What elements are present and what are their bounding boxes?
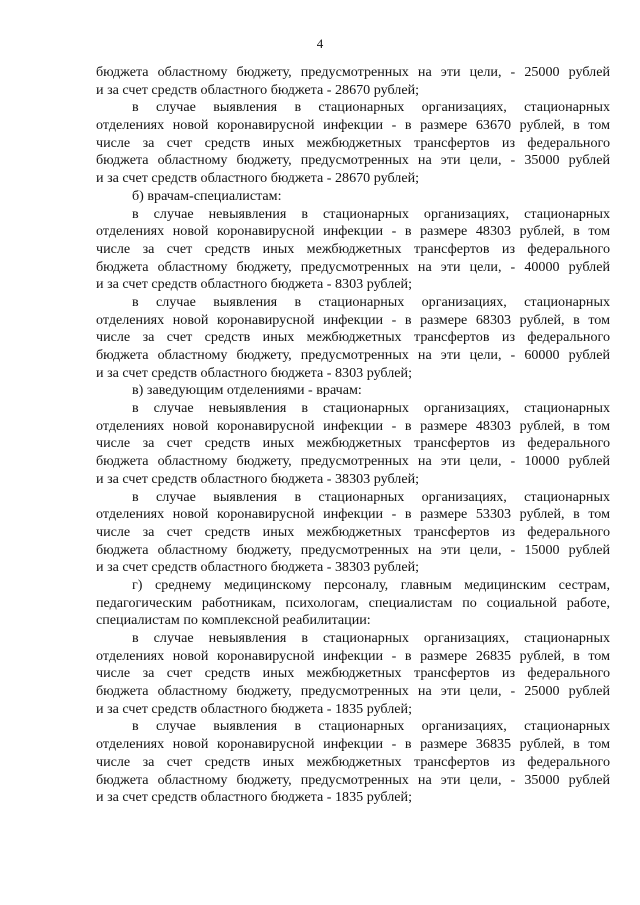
- page-number: 4: [316, 36, 324, 51]
- text-line: бюджета областному бюджету, предусмотренных на эти цели, - 15000 рублей: [96, 541, 610, 558]
- text-line: числе за счет средств иных межбюджетных трансфертов из федерального: [96, 753, 610, 770]
- text-line: и за счет средств областного бюджета - 1835 рублей;: [96, 700, 412, 717]
- text-line: отделениях новой коронавирусной инфекции - в размере 36835 рублей, в том: [96, 736, 610, 753]
- text-line: в случае невыявления в стационарных организациях, стационарных: [132, 400, 610, 417]
- text-line: бюджета областному бюджету, предусмотренных на эти цели, - 25000 рублей: [96, 64, 610, 80]
- text-line: бюджета областному бюджету, предусмотренных на эти цели, - 35000 рублей: [96, 152, 610, 169]
- text-line: бюджета областному бюджету, предусмотренных на эти цели, - 40000 рублей: [96, 258, 610, 275]
- text-line: числе за счет средств иных межбюджетных трансфертов из федерального: [96, 665, 610, 682]
- text-line: и за счет средств областного бюджета - 8303 рублей;: [96, 276, 412, 293]
- text-line: числе за счет средств иных межбюджетных трансфертов из федерального: [96, 435, 610, 452]
- text-line: и за счет средств областного бюджета - 38303 рублей;: [96, 559, 420, 576]
- text-line: специалистам по комплексной реабилитации:: [96, 612, 371, 629]
- text-line: и за счет средств областного бюджета - 28670 рублей;: [96, 170, 420, 187]
- text-line: бюджета областному бюджету, предусмотренных на эти цели, - 10000 рублей: [96, 453, 610, 470]
- text-line: в случае невыявления в стационарных организациях, стационарных: [132, 205, 610, 222]
- text-line: и за счет средств областного бюджета - 1835 рублей;: [96, 789, 412, 806]
- text-line: и за счет средств областного бюджета - 28670 рублей;: [96, 81, 420, 98]
- text-line: г) среднему медицинскому персоналу, главным медицинским сестрам,: [132, 576, 610, 593]
- text-line: числе за счет средств иных межбюджетных трансфертов из федерального: [96, 134, 610, 151]
- document-body: [96, 64, 610, 807]
- text-line: числе за счет средств иных межбюджетных трансфертов из федерального: [96, 523, 610, 540]
- text-line: бюджета областному бюджету, предусмотренных на эти цели, - 35000 рублей: [96, 771, 610, 788]
- text-line: отделениях новой коронавирусной инфекции - в размере 48303 рублей, в том: [96, 417, 610, 434]
- text-line: и за счет средств областного бюджета - 8303 рублей;: [96, 364, 412, 381]
- text-line: отделениях новой коронавирусной инфекции - в размере 53303 рублей, в том: [96, 506, 610, 523]
- text-line: отделениях новой коронавирусной инфекции - в размере 26835 рублей, в том: [96, 647, 610, 664]
- text-line: б) врачам-специалистам:: [132, 187, 282, 204]
- text-line: в случае выявления в стационарных организациях, стационарных: [132, 718, 610, 735]
- text-line: числе за счет средств иных межбюджетных трансфертов из федерального: [96, 240, 610, 257]
- text-line: в случае выявления в стационарных организациях, стационарных: [132, 99, 610, 116]
- text-line: в) заведующим отделениями - врачам:: [132, 382, 362, 399]
- text-line: отделениях новой коронавирусной инфекции - в размере 68303 рублей, в том: [96, 311, 610, 328]
- text-line: числе за счет средств иных межбюджетных трансфертов из федерального: [96, 329, 610, 346]
- text-line: в случае выявления в стационарных организациях, стационарных: [132, 488, 610, 505]
- text-line: и за счет средств областного бюджета - 38303 рублей;: [96, 470, 420, 487]
- text-line: отделениях новой коронавирусной инфекции - в размере 63670 рублей, в том: [96, 117, 610, 134]
- text-line: в случае выявления в стационарных организациях, стационарных: [132, 293, 610, 310]
- text-line: бюджета областному бюджету, предусмотренных на эти цели, - 60000 рублей: [96, 347, 610, 363]
- text-line: педагогическим работникам, психологам, специалистам по социальной работе,: [96, 594, 610, 611]
- text-line: бюджета областному бюджету, предусмотренных на эти цели, - 25000 рублей: [96, 683, 610, 700]
- text-line: в случае невыявления в стационарных организациях, стационарных: [132, 630, 610, 646]
- text-line: отделениях новой коронавирусной инфекции - в размере 48303 рублей, в том: [96, 223, 610, 240]
